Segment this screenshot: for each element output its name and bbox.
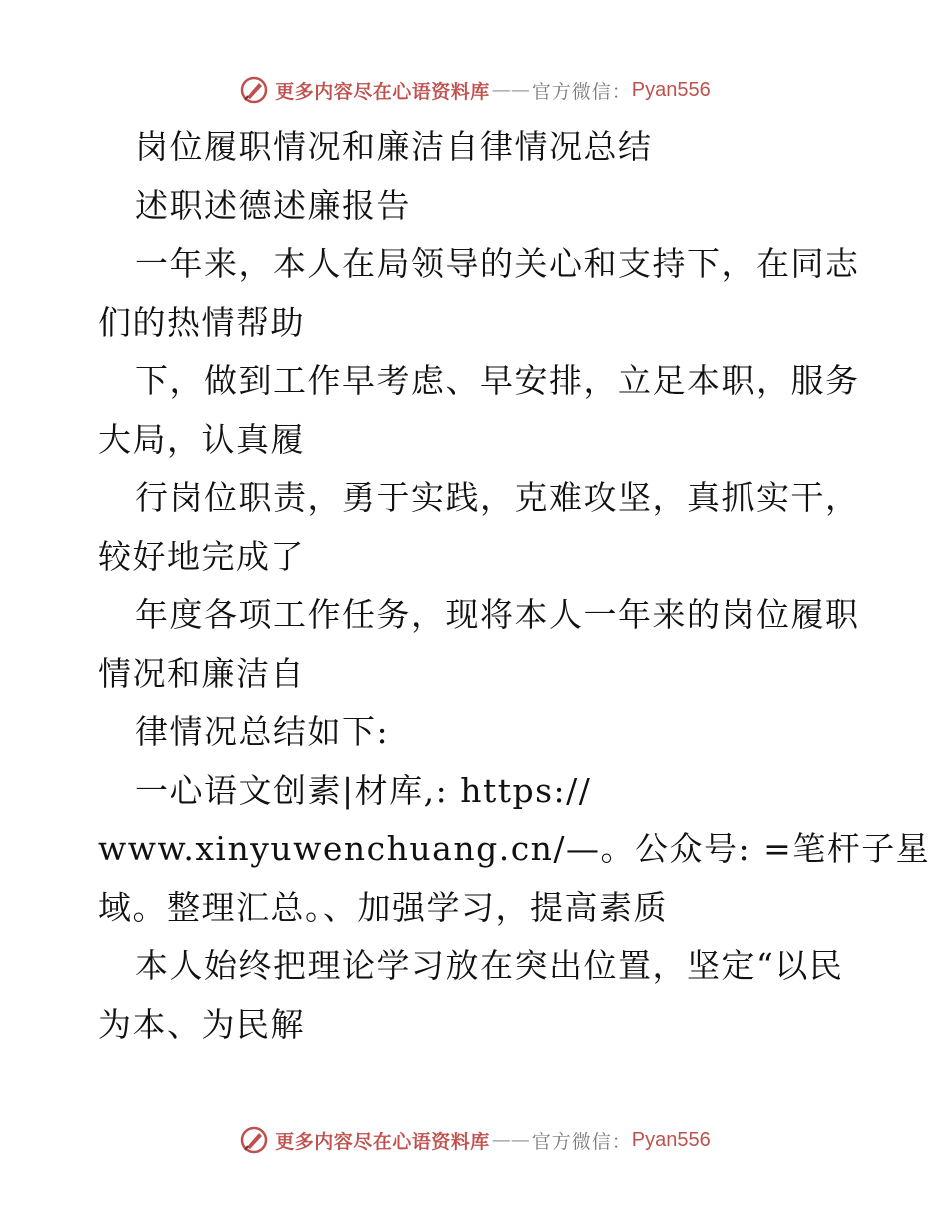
document-subtitle: 述职述德述廉报告 bbox=[135, 185, 411, 225]
text-line: 本人始终把理论学习放在突出位置，坚定“以民 bbox=[135, 946, 844, 985]
banner-separator: —— bbox=[491, 1129, 530, 1151]
text-line: 们的热情帮助 bbox=[98, 302, 305, 342]
feather-pen-logo-icon bbox=[239, 75, 269, 105]
document-title: 岗位履职情况和廉洁自律情况总结 bbox=[135, 127, 653, 166]
text-line: 律情况总结如下: bbox=[135, 712, 390, 751]
text-line: 一年来，本人在局领导的关心和支持下，在同志 bbox=[135, 244, 860, 283]
text-line: 一心语文创素|材库,: https:// bbox=[135, 770, 592, 810]
text-line: 年度各项工作任务，现将本人一年来的岗位履职 bbox=[135, 595, 860, 634]
banner-wechat-label: 官方微信： bbox=[531, 80, 632, 103]
text-line: 情况和廉洁自 bbox=[98, 653, 305, 693]
banner-wechat-id: Pyan556 bbox=[631, 1128, 711, 1151]
text-line: 大局，认真履 bbox=[98, 419, 305, 459]
banner-wechat-label: 官方微信： bbox=[531, 1130, 632, 1153]
document-body bbox=[98, 118, 931, 1054]
text-line: 下，做到工作早考虑、早安排，立足本职，服务 bbox=[135, 361, 860, 400]
banner-wechat-id: Pyan556 bbox=[631, 78, 711, 101]
text-line: 行岗位职责，勇于实践，克难攻坚，真抓实干， bbox=[135, 478, 860, 517]
header-watermark-banner bbox=[0, 70, 950, 110]
footer-watermark-banner bbox=[0, 1120, 950, 1160]
text-line: www.xinyuwenchuang.cn/—。公众号: =笔杆子星 bbox=[98, 829, 931, 868]
banner-separator: —— bbox=[491, 79, 530, 101]
text-line: 较好地完成了 bbox=[98, 536, 305, 576]
banner-site-name: 更多内容尽在心语资料库 bbox=[275, 80, 490, 103]
text-line: 域。整理汇总。、加强学习，提高素质 bbox=[98, 887, 668, 927]
feather-pen-logo-icon bbox=[239, 1125, 269, 1155]
banner-site-name: 更多内容尽在心语资料库 bbox=[275, 1130, 490, 1153]
text-line: 为本、为民解 bbox=[98, 1004, 305, 1044]
